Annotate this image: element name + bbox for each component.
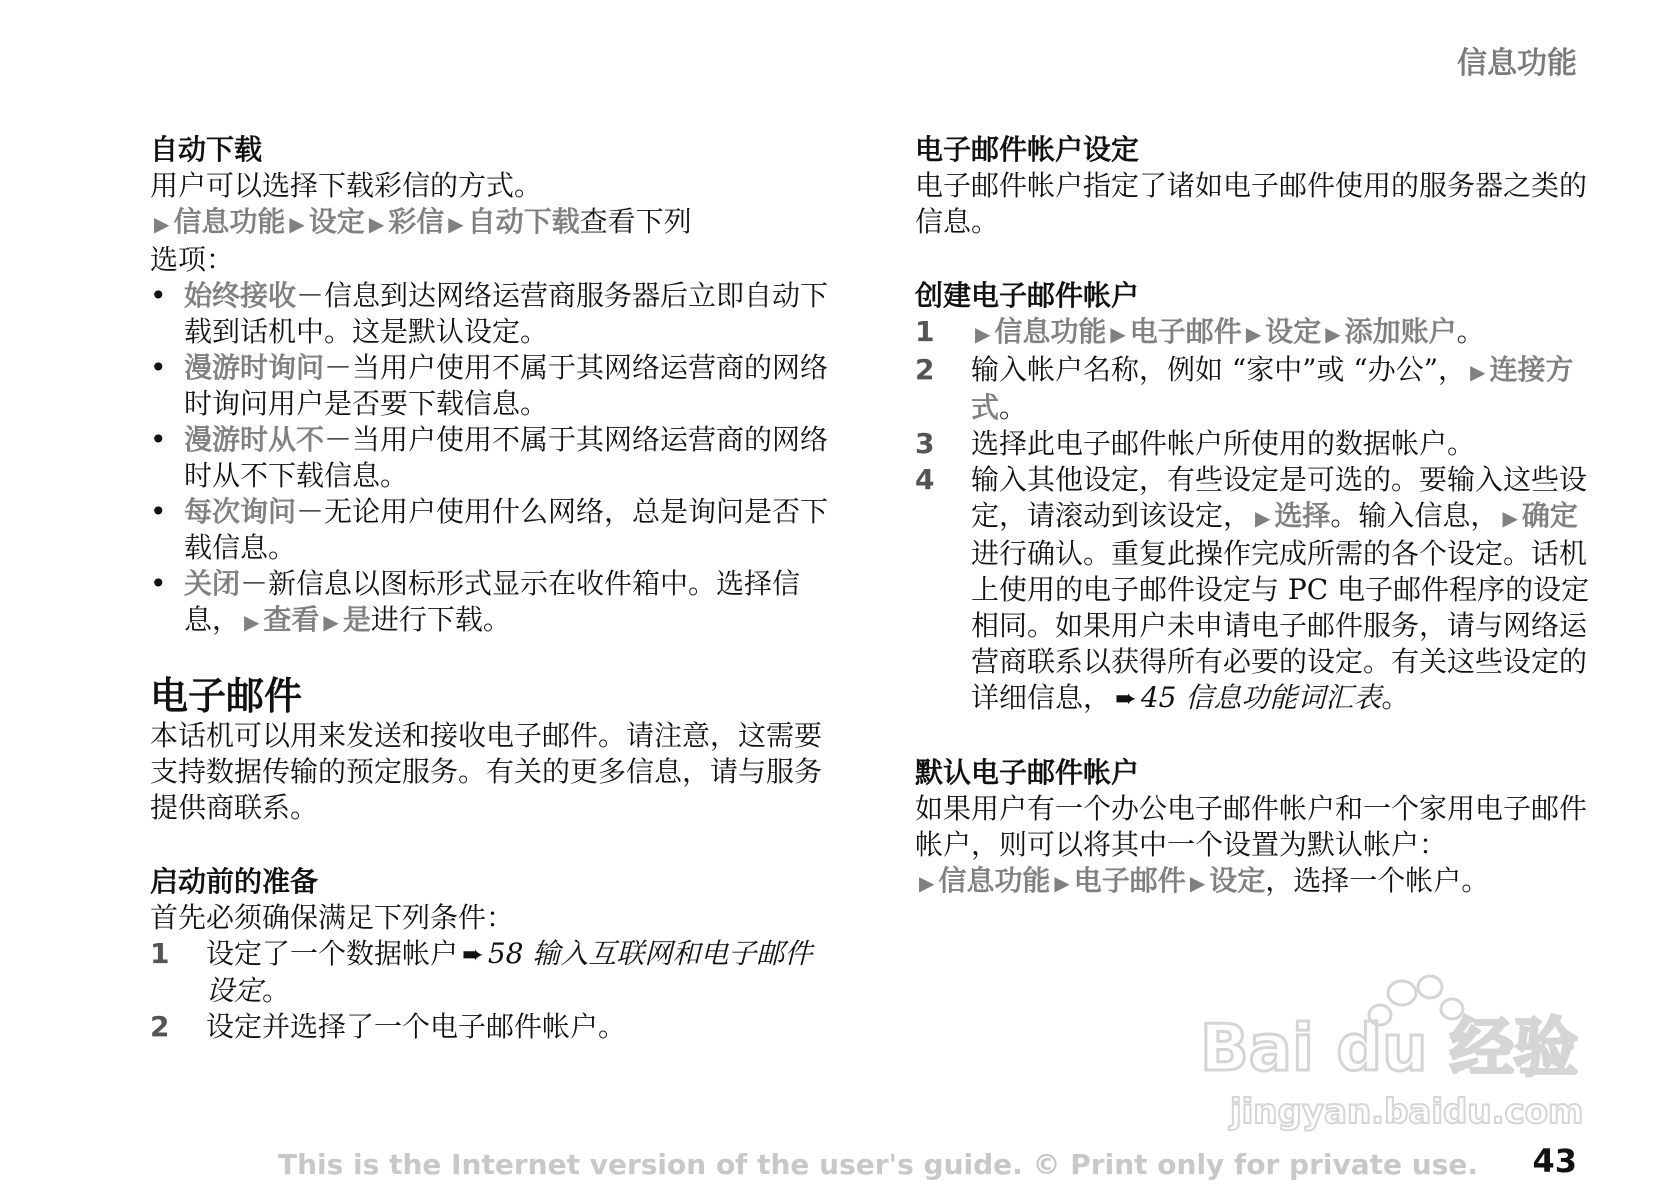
step-number: 2 xyxy=(915,353,935,386)
before-start-intro: 首先必须确保满足下列条件： xyxy=(150,901,515,934)
list-item xyxy=(915,462,1595,717)
email-heading: 电子邮件 xyxy=(150,674,303,718)
nav-view: 查看 xyxy=(263,603,320,636)
step-text: 设定并选择了一个电子邮件帐户。 xyxy=(206,1010,627,1043)
arrow-icon: ▶ xyxy=(154,212,170,236)
step-tail: 。 xyxy=(999,391,1028,424)
default-account-body: 如果用户有一个办公电子邮件帐户和一个家用电子邮件帐户，则可以将其中一个设置为默认帐户： xyxy=(915,792,1588,861)
create-account-heading: 创建电子邮件帐户 xyxy=(915,279,1140,312)
page-number: 43 xyxy=(1532,1142,1577,1180)
list-item xyxy=(150,494,840,566)
option-tail: 进行下载。 xyxy=(370,603,511,636)
arrow-icon: ▶ xyxy=(1325,322,1341,346)
step-text: 设定了一个数据帐户 xyxy=(206,937,459,970)
left-column xyxy=(150,132,840,1045)
list-item xyxy=(150,1009,840,1045)
option-name: 漫游时询问 xyxy=(184,351,325,384)
nav-select: 选择 xyxy=(1274,499,1331,532)
list-item xyxy=(915,426,1595,462)
nav-auto-download: 自动下载 xyxy=(467,205,580,238)
nav-messaging: 信息功能 xyxy=(938,864,1051,897)
arrow-icon: ▶ xyxy=(1502,506,1518,530)
arrow-icon: ▶ xyxy=(919,871,935,895)
step-number: 1 xyxy=(915,315,935,348)
download-options-list xyxy=(150,278,840,640)
step-number: 2 xyxy=(150,1010,170,1043)
footer-notice: This is the Internet version of the user's guide. © Print only for private use. xyxy=(278,1148,1478,1181)
nav-ok: 确定 xyxy=(1521,499,1578,532)
nav-add-account: 添加账户 xyxy=(1344,315,1457,348)
step-tail: 。 xyxy=(1381,681,1410,714)
account-settings-heading: 电子邮件帐户设定 xyxy=(915,133,1140,166)
before-start-steps xyxy=(150,936,840,1045)
step-tail: 。 xyxy=(1456,315,1485,348)
pointing-hand-icon: ➨ xyxy=(1115,684,1137,714)
arrow-icon: ▶ xyxy=(1470,360,1486,384)
list-item xyxy=(150,936,840,1009)
nav-mms: 彩信 xyxy=(388,205,445,238)
nav-settings: 设定 xyxy=(308,205,365,238)
step-number: 4 xyxy=(915,463,935,496)
arrow-icon: ▶ xyxy=(1245,322,1262,346)
email-body: 本话机可以用来发送和接收电子邮件。请注意，这需要支持数据传输的预定服务。有关的更多信息，请与服务提供商联系。 xyxy=(150,719,823,824)
nav-suffix: 查看下列 xyxy=(579,205,692,238)
auto-download-nav-path xyxy=(150,204,840,278)
right-column xyxy=(915,132,1595,901)
baidu-jingyan-watermark xyxy=(1190,965,1600,1135)
step-text: 。输入信息， xyxy=(1330,499,1499,532)
step-number: 1 xyxy=(150,937,170,970)
nav-email: 电子邮件 xyxy=(1129,315,1242,348)
list-item xyxy=(915,352,1595,426)
nav-yes: 是 xyxy=(342,603,371,636)
option-name: 始终接收 xyxy=(184,279,297,312)
option-name: 每次询问 xyxy=(184,495,297,528)
arrow-icon: ▶ xyxy=(975,322,991,346)
nav-connection-type: 连接方式 xyxy=(971,353,1574,424)
list-item xyxy=(150,350,840,422)
list-item xyxy=(915,314,1595,352)
arrow-icon: ▶ xyxy=(448,212,464,236)
nav-email: 电子邮件 xyxy=(1073,864,1186,897)
bullet-icon: • xyxy=(150,567,167,600)
list-item xyxy=(150,566,840,640)
option-desc: －无论用户使用什么网络，总是询问是否下载信息。 xyxy=(184,495,829,564)
pointing-hand-icon: ➨ xyxy=(462,940,484,970)
step-text: 进行确认。重复此操作完成所需的各个设定。话机上使用的电子邮件设定与 PC 电子邮件程序的设定相同。如果用户未申请电子邮件服务，请与网络运营商联系以获得所有必要的设定。有关这些设定的详细信息， xyxy=(971,537,1590,714)
arrow-icon: ▶ xyxy=(1189,871,1206,895)
step-number: 3 xyxy=(915,427,935,460)
arrow-icon: ▶ xyxy=(323,610,339,634)
step-text: 输入帐户名称，例如 “家中”或 “办公”， xyxy=(971,353,1467,386)
list-item xyxy=(150,422,840,494)
account-settings-body: 电子邮件帐户指定了诸如电子邮件使用的服务器之类的信息。 xyxy=(915,169,1588,238)
step-text: 输入其他设定，有些设定是可选的。要输入这些设定，请滚动到该设定， xyxy=(971,463,1588,532)
arrow-icon: ▶ xyxy=(1110,322,1126,346)
nav-settings: 设定 xyxy=(1265,315,1322,348)
auto-download-heading: 自动下载 xyxy=(150,133,263,166)
step-tail: 。 xyxy=(262,974,291,1007)
before-start-heading: 启动前的准备 xyxy=(150,865,319,898)
page-reference: 58 输入互联网和电子邮件设定 xyxy=(206,937,813,1007)
nav-suffix-2: 选项： xyxy=(150,243,235,276)
arrow-icon: ▶ xyxy=(1255,506,1271,530)
page-reference: 45 信息功能词汇表 xyxy=(1140,681,1382,714)
nav-tail: ，选择一个帐户。 xyxy=(1265,864,1490,897)
bullet-icon: • xyxy=(150,351,167,384)
bullet-icon: • xyxy=(150,495,167,528)
default-account-nav-path xyxy=(915,863,1595,901)
nav-messaging: 信息功能 xyxy=(994,315,1107,348)
default-account-heading: 默认电子邮件帐户 xyxy=(915,756,1140,789)
option-desc: －当用户使用不属于其网络运营商的网络时询问用户是否要下载信息。 xyxy=(184,351,829,420)
list-item xyxy=(150,278,840,350)
watermark-brand: Bai du 经验 xyxy=(1200,1012,1578,1086)
arrow-icon: ▶ xyxy=(1054,871,1070,895)
arrow-icon: ▶ xyxy=(244,610,260,634)
option-name: 漫游时从不 xyxy=(184,423,325,456)
nav-messaging: 信息功能 xyxy=(173,205,286,238)
arrow-icon: ▶ xyxy=(289,212,305,236)
arrow-icon: ▶ xyxy=(368,212,385,236)
option-desc: －新信息以图标形式显示在收件箱中。选择信息， xyxy=(184,567,801,636)
page-header-title: 信息功能 xyxy=(1457,46,1577,81)
option-name: 关闭 xyxy=(184,567,241,600)
create-account-steps xyxy=(915,314,1595,717)
bullet-icon: • xyxy=(150,423,167,456)
watermark-url: jingyan.baidu.com xyxy=(1230,1092,1584,1132)
bullet-icon: • xyxy=(150,279,167,312)
auto-download-intro: 用户可以选择下载彩信的方式。 xyxy=(150,169,543,202)
option-desc: －信息到达网络运营商服务器后立即自动下载到话机中。这是默认设定。 xyxy=(184,279,829,348)
option-desc: －当用户使用不属于其网络运营商的网络时从不下载信息。 xyxy=(184,423,829,492)
nav-settings: 设定 xyxy=(1209,864,1266,897)
step-text: 选择此电子邮件帐户所使用的数据帐户。 xyxy=(971,427,1476,460)
